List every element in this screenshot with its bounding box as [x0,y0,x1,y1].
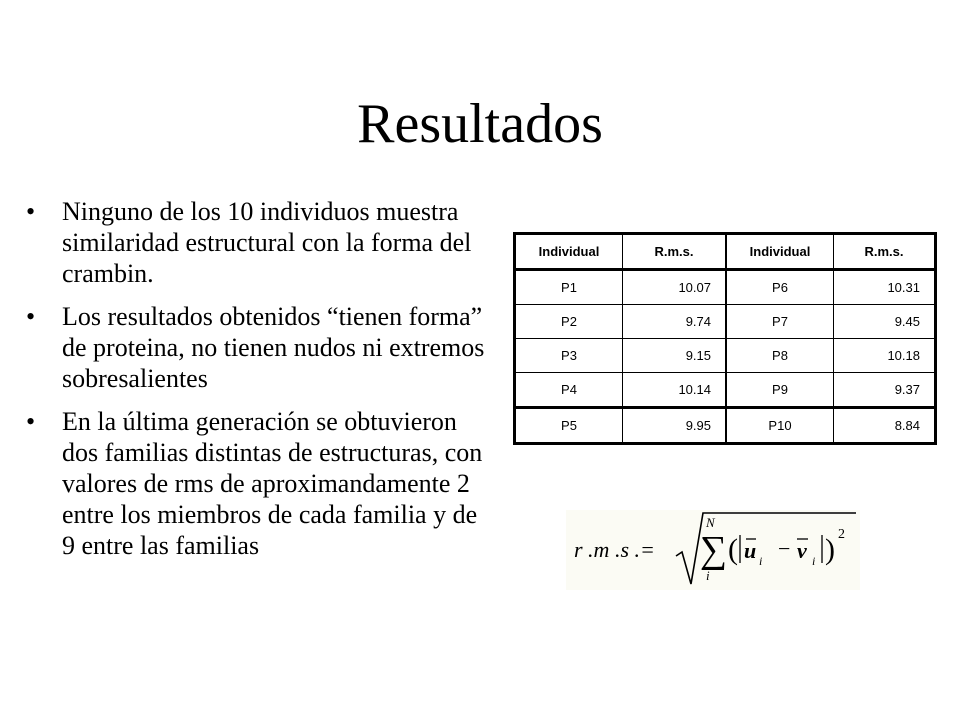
header-rms-2: R.m.s. [834,234,936,270]
bullet-dot: • [26,407,36,436]
cell-individual: P8 [726,339,834,373]
cell-individual: P7 [726,305,834,339]
formula-v-sub: i [812,554,816,568]
cell-rms: 9.74 [623,305,727,339]
cell-rms: 9.15 [623,339,727,373]
rms-formula [566,510,860,590]
cell-rms: 10.14 [623,373,727,408]
header-individual-1: Individual [515,234,623,270]
cell-rms: 8.84 [834,408,936,444]
cell-individual: P1 [515,270,623,305]
cell-individual: P5 [515,408,623,444]
table-row [515,339,936,373]
cell-individual: P10 [726,408,834,444]
bullet-dot: • [26,197,36,226]
bullet-list [26,196,496,573]
cell-individual: P2 [515,305,623,339]
sum-symbol: ∑ [700,529,728,571]
formula-minus: − [778,536,791,561]
rms-formula-graphic [566,510,860,590]
formula-lower-limit: i [706,568,710,583]
results-table [513,232,937,445]
cell-rms: 10.07 [623,270,727,305]
cell-rms: 9.45 [834,305,936,339]
results-table-container [513,232,937,445]
cell-individual: P4 [515,373,623,408]
formula-u-sub: i [759,554,763,568]
cell-individual: P3 [515,339,623,373]
header-individual-2: Individual [726,234,834,270]
bullet-text: En la última generación se obtuvieron dos familias distintas de estructuras, con valores de rms de aproximandamente 2 entre los miembros de cada familia y de 9 entre las familias [62,407,483,560]
table-row [515,270,936,305]
bullet-item [26,406,496,561]
table-row [515,408,936,444]
bullet-text: Los resultados obtenidos “tienen forma” de proteina, no tienen nudos ni extremos sobresalientes [62,302,485,393]
formula-upper-limit: N [706,515,715,530]
bullet-dot: • [26,302,36,331]
formula-v: v [797,538,807,563]
bullet-item [26,301,496,394]
cell-rms: 9.95 [623,408,727,444]
formula-open-paren: ( [728,533,738,566]
cell-individual: P9 [726,373,834,408]
formula-exponent: 2 [838,527,845,542]
table-row [515,373,936,408]
table-header-row [515,234,936,270]
formula-lhs: r .m .s .= [574,537,655,562]
formula-u: u [744,538,757,563]
slide-title: Resultados [357,93,603,155]
table-row [515,305,936,339]
bullet-text: Ninguno de los 10 individuos muestra similaridad estructural con la forma del crambin. [62,197,472,288]
cell-rms: 9.37 [834,373,936,408]
bullet-item [26,196,496,289]
cell-rms: 10.31 [834,270,936,305]
cell-rms: 10.18 [834,339,936,373]
formula-close-paren: ) [825,533,835,566]
cell-individual: P6 [726,270,834,305]
header-rms-1: R.m.s. [623,234,727,270]
